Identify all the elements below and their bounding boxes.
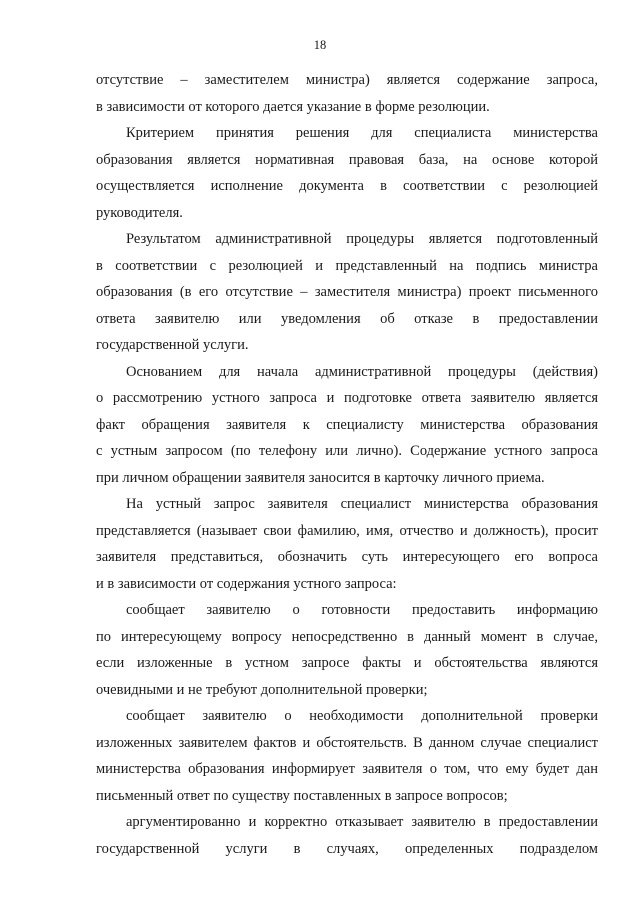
text-line: руководителя. — [96, 204, 183, 221]
text-line: государственной услуги. — [96, 337, 249, 353]
text-line: образования является нормативная правовая база, на основе которой — [96, 151, 598, 168]
text-line: изложенных заявителем фактов и обстоятельств. В данном случае специалист — [96, 734, 598, 751]
text-line: в зависимости от которого дается указание в форме резолюции. — [96, 98, 490, 115]
text-line: при личном обращении заявителя заносится в карточку личного приема. — [96, 469, 545, 486]
text-line: в соответствии с резолюцией и представленный на подпись министра — [96, 257, 598, 274]
text-line: сообщает заявителю о готовности предоставить информацию — [126, 602, 598, 618]
text-line: ответа заявителю или уведомления об отказе в предоставлении — [96, 310, 598, 327]
text-line: очевидными и не требуют дополнительной проверки; — [96, 681, 428, 698]
paragraph — [96, 359, 598, 492]
text-line: с устным запросом (по телефону или лично). Содержание устного запроса — [96, 443, 598, 459]
text-line: и в зависимости от содержания устного запроса: — [96, 575, 397, 592]
paragraph — [96, 809, 598, 862]
paragraph — [96, 703, 598, 809]
text-line: о рассмотрению устного запроса и подготовке ответа заявителю является — [96, 390, 598, 406]
text-line: государственной услуги в случаях, определенных подразделом — [96, 840, 598, 857]
text-line: Результатом административной процедуры является подготовленный — [126, 231, 598, 247]
text-line: отсутствие – заместителем министра) является содержание запроса, — [96, 72, 598, 88]
text-line: письменный ответ по существу поставленных в запросе вопросов; — [96, 787, 508, 804]
text-line: представляется (называет свои фамилию, имя, отчество и должность), просит — [96, 522, 598, 539]
text-line: Основанием для начала административной процедуры (действия) — [126, 363, 598, 380]
paragraph — [96, 597, 598, 703]
text-line: заявителя представиться, обозначить суть интересующего его вопроса — [96, 549, 598, 565]
text-line: На устный запрос заявителя специалист министерства образования — [126, 496, 598, 512]
text-line: аргументированно и корректно отказывает заявителю в предоставлении — [126, 814, 598, 830]
paragraph — [96, 491, 598, 597]
text-line: осуществляется исполнение документа в соответствии с резолюцией — [96, 178, 598, 194]
paragraph — [96, 226, 598, 359]
text-line: министерства образования информирует заявителя о том, что ему будет дан — [96, 761, 598, 777]
text-line: сообщает заявителю о необходимости дополнительной проверки — [126, 708, 598, 724]
text-line: факт обращения заявителя к специалисту министерства образования — [96, 416, 598, 433]
text-line: Критерием принятия решения для специалиста министерства — [126, 125, 598, 141]
body-text — [96, 67, 598, 862]
text-line: по интересующему вопросу непосредственно в данный момент в случае, — [96, 628, 598, 645]
paragraph — [96, 120, 598, 226]
text-line: если изложенные в устном запросе факты и обстоятельства являются — [96, 655, 598, 671]
paragraph — [96, 67, 598, 120]
page-number: 18 — [313, 38, 327, 52]
text-line: образования (в его отсутствие – заместителя министра) проект письменного — [96, 284, 598, 300]
